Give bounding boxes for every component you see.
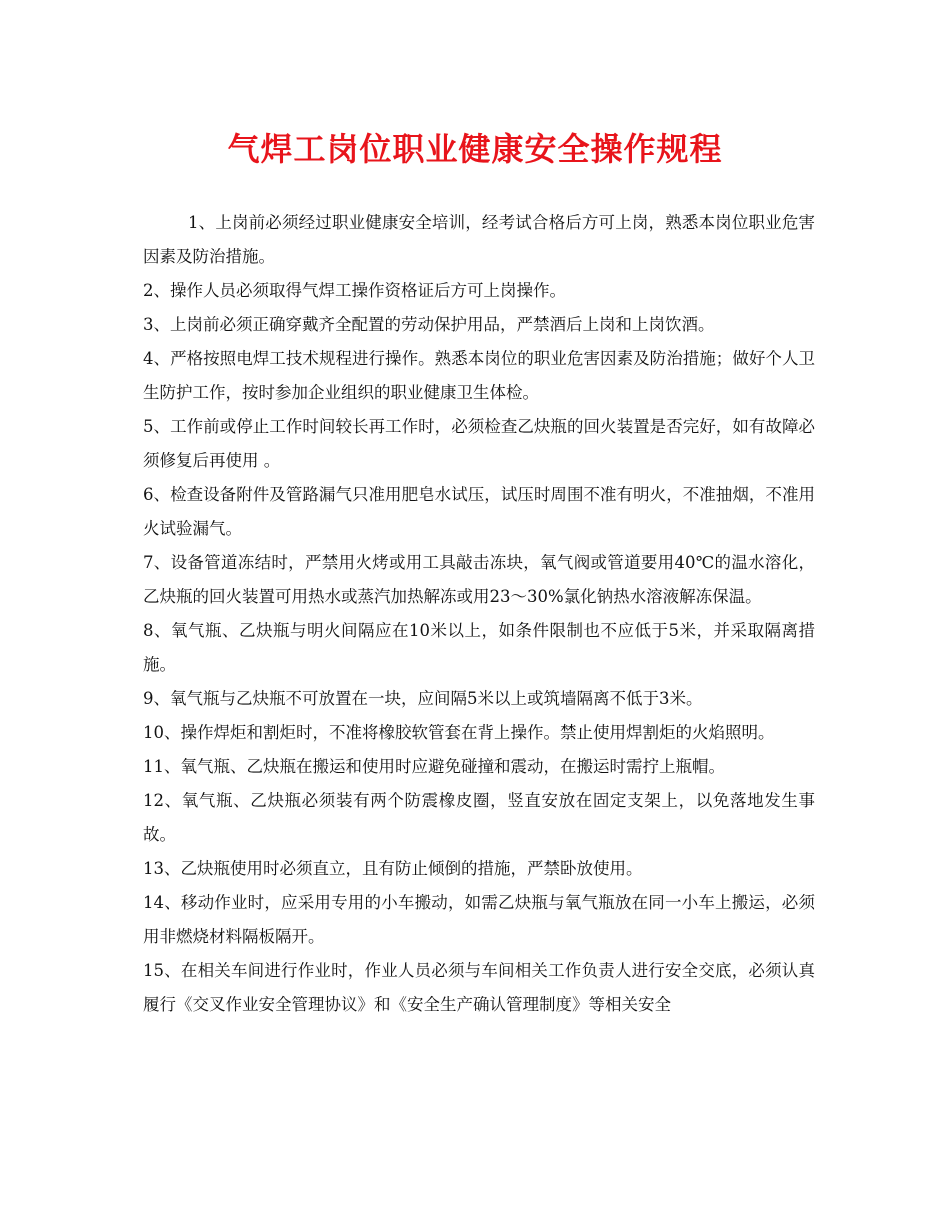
procedure-item-6: 6、检查设备附件及管路漏气只准用肥皂水试压，试压时周围不准有明火，不准抽烟，不准用火试验漏气。 <box>143 485 815 538</box>
procedure-item-14: 14、移动作业时，应采用专用的小车搬动，如需乙炔瓶与氧气瓶放在同一小车上搬运，必须用非燃烧材料隔板隔开。 <box>143 893 815 946</box>
document-title: 气焊工岗位职业健康安全操作规程 <box>227 130 723 168</box>
procedure-item-11: 11、氧气瓶、乙炔瓶在搬运和使用时应避免碰撞和震动，在搬运时需拧上瓶帽。 <box>143 757 725 776</box>
procedure-item-4: 4、严格按照电焊工技术规程进行操作。熟悉本岗位的职业危害因素及防治措施；做好个人卫生防护工作，按时参加企业组织的职业健康卫生体检。 <box>143 349 815 402</box>
procedure-item-10: 10、操作焊炬和割炬时，不准将橡胶软管套在背上操作。禁止使用焊割炬的火焰照明。 <box>143 723 775 742</box>
procedure-item-13: 13、乙炔瓶使用时必须直立，且有防止倾倒的措施，严禁卧放使用。 <box>143 859 643 878</box>
procedure-item-7: 7、设备管道冻结时，严禁用火烤或用工具敲击冻块，氧气阀或管道要用40℃的温水溶化，乙炔瓶的回火装置可用热水或蒸汽加热解冻或用23～30%氯化钠热水溶液解冻保温。 <box>143 553 815 606</box>
procedure-item-12: 12、氧气瓶、乙炔瓶必须装有两个防震橡皮圈，竖直安放在固定支架上，以免落地发生事故。 <box>143 791 815 844</box>
procedure-item-1: 1、上岗前必须经过职业健康安全培训，经考试合格后方可上岗，熟悉本岗位职业危害因素及防治措施。 <box>143 213 815 266</box>
procedure-item-15: 15、在相关车间进行作业时，作业人员必须与车间相关工作负责人进行安全交底，必须认真履行《交叉作业安全管理协议》和《安全生产确认管理制度》等相关安全 <box>143 961 815 1014</box>
procedure-item-5: 5、工作前或停止工作时间较长再工作时，必须检查乙炔瓶的回火装置是否完好，如有故障必须修复后再使用 。 <box>143 417 815 470</box>
procedure-item-2: 2、操作人员必须取得气焊工操作资格证后方可上岗操作。 <box>143 281 566 300</box>
procedure-item-3: 3、上岗前必须正确穿戴齐全配置的劳动保护用品，严禁酒后上岗和上岗饮酒。 <box>143 315 715 334</box>
procedure-item-9: 9、氧气瓶与乙炔瓶不可放置在一块，应间隔5米以上或筑墙隔离不低于3米。 <box>143 689 703 708</box>
procedure-item-8: 8、氧气瓶、乙炔瓶与明火间隔应在10米以上，如条件限制也不应低于5米，并采取隔离措施。 <box>143 621 815 674</box>
procedure-list <box>143 206 815 1022</box>
